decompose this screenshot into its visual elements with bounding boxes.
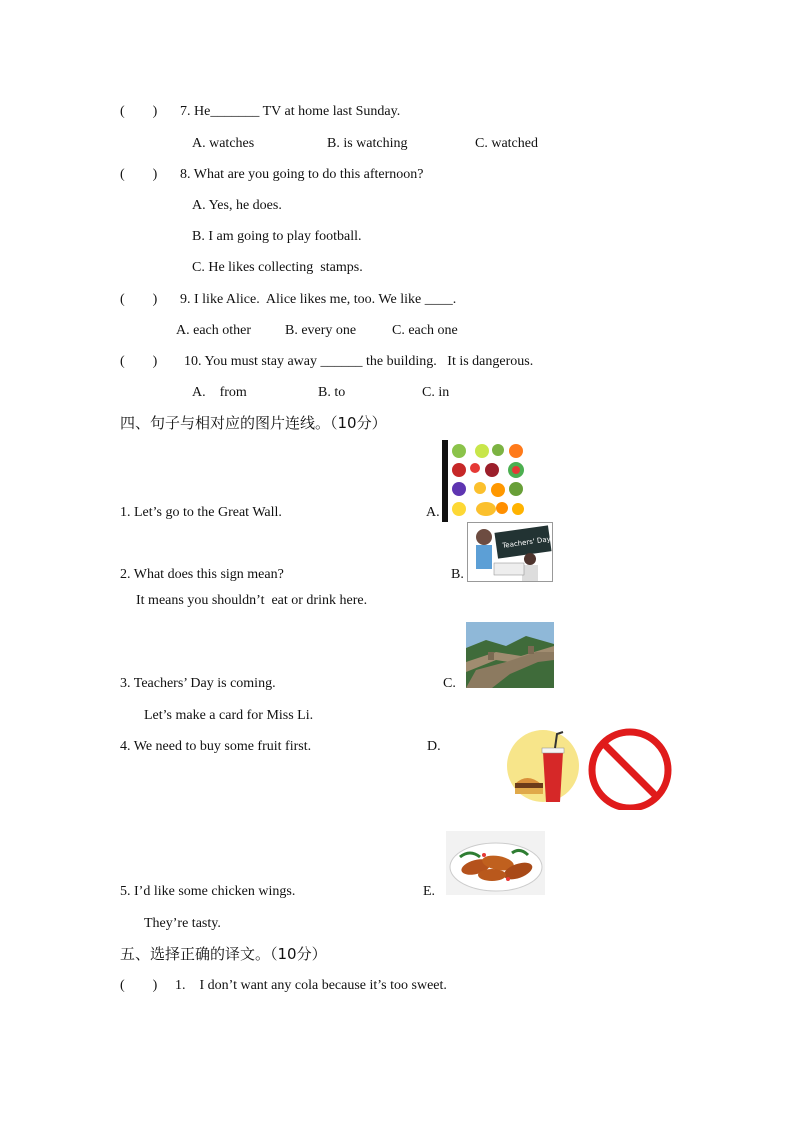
s4-item2: 2. What does this sign mean? xyxy=(120,567,284,582)
q8-option-a: A. Yes, he does. xyxy=(192,198,282,213)
q10-stem: 10. You must stay away ______ the building. It is dangerous. xyxy=(184,354,534,369)
s4-letter-b: B. xyxy=(451,567,464,582)
q9-option-c: C. each one xyxy=(392,323,458,338)
s5-q1-stem: 1. I don’t want any cola because it’s too sweet. xyxy=(175,978,447,993)
q8-option-b: B. I am going to play football. xyxy=(192,229,362,244)
q7-option-b: B. is watching xyxy=(327,136,408,151)
card-text: Teachers' Day xyxy=(501,535,552,550)
chicken-wings-image[interactable] xyxy=(446,831,545,895)
s4-item5-line2: They’re tasty. xyxy=(144,916,221,931)
q9-option-a: A. each other xyxy=(176,323,252,338)
q10-option-c: C. in xyxy=(422,385,450,400)
q7-paren: ( ) xyxy=(120,104,158,119)
s4-item2-line2: It means you shouldn’t eat or drink here. xyxy=(136,593,368,608)
q9-paren: ( ) xyxy=(120,292,158,307)
no-eating-sign-image[interactable] xyxy=(505,726,675,810)
s4-letter-e: E. xyxy=(423,884,436,899)
q7-stem: 7. He_______ TV at home last Sunday. xyxy=(180,104,401,119)
q8-option-c: C. He likes collecting stamps. xyxy=(192,260,363,275)
q9-option-b: B. every one xyxy=(285,323,357,338)
s4-letter-d: D. xyxy=(427,739,441,754)
q8-stem: 8. What are you going to do this afternoon? xyxy=(180,167,424,182)
s4-letter-c: C. xyxy=(443,676,456,691)
s5-q1-paren: ( ) xyxy=(120,978,158,993)
q10-paren: ( ) xyxy=(120,354,158,369)
q7-option-a: A. watches xyxy=(192,136,255,151)
q8-paren: ( ) xyxy=(120,167,158,182)
great-wall-image[interactable] xyxy=(466,622,554,688)
teachers-day-image[interactable] xyxy=(467,522,553,582)
s4-item4: 4. We need to buy some fruit first. xyxy=(120,739,312,754)
fruits-image[interactable] xyxy=(442,440,532,522)
s4-item5: 5. I’d like some chicken wings. xyxy=(120,884,296,899)
s4-letter-a: A. xyxy=(426,505,440,520)
section5-title: 五、选择正确的译文。（10分） xyxy=(120,945,327,963)
s4-item3-line2: Let’s make a card for Miss Li. xyxy=(144,708,314,723)
q10-option-b: B. to xyxy=(318,385,346,400)
q7-option-c: C. watched xyxy=(475,136,538,151)
q10-option-a: A. from xyxy=(192,385,247,400)
s4-item3: 3. Teachers’ Day is coming. xyxy=(120,676,276,691)
q9-stem: 9. I like Alice. Alice likes me, too. We like ____. xyxy=(180,292,457,307)
s4-item1: 1. Let’s go to the Great Wall. xyxy=(120,505,282,520)
section4-title: 四、句子与相对应的图片连线。（10分） xyxy=(120,414,387,432)
